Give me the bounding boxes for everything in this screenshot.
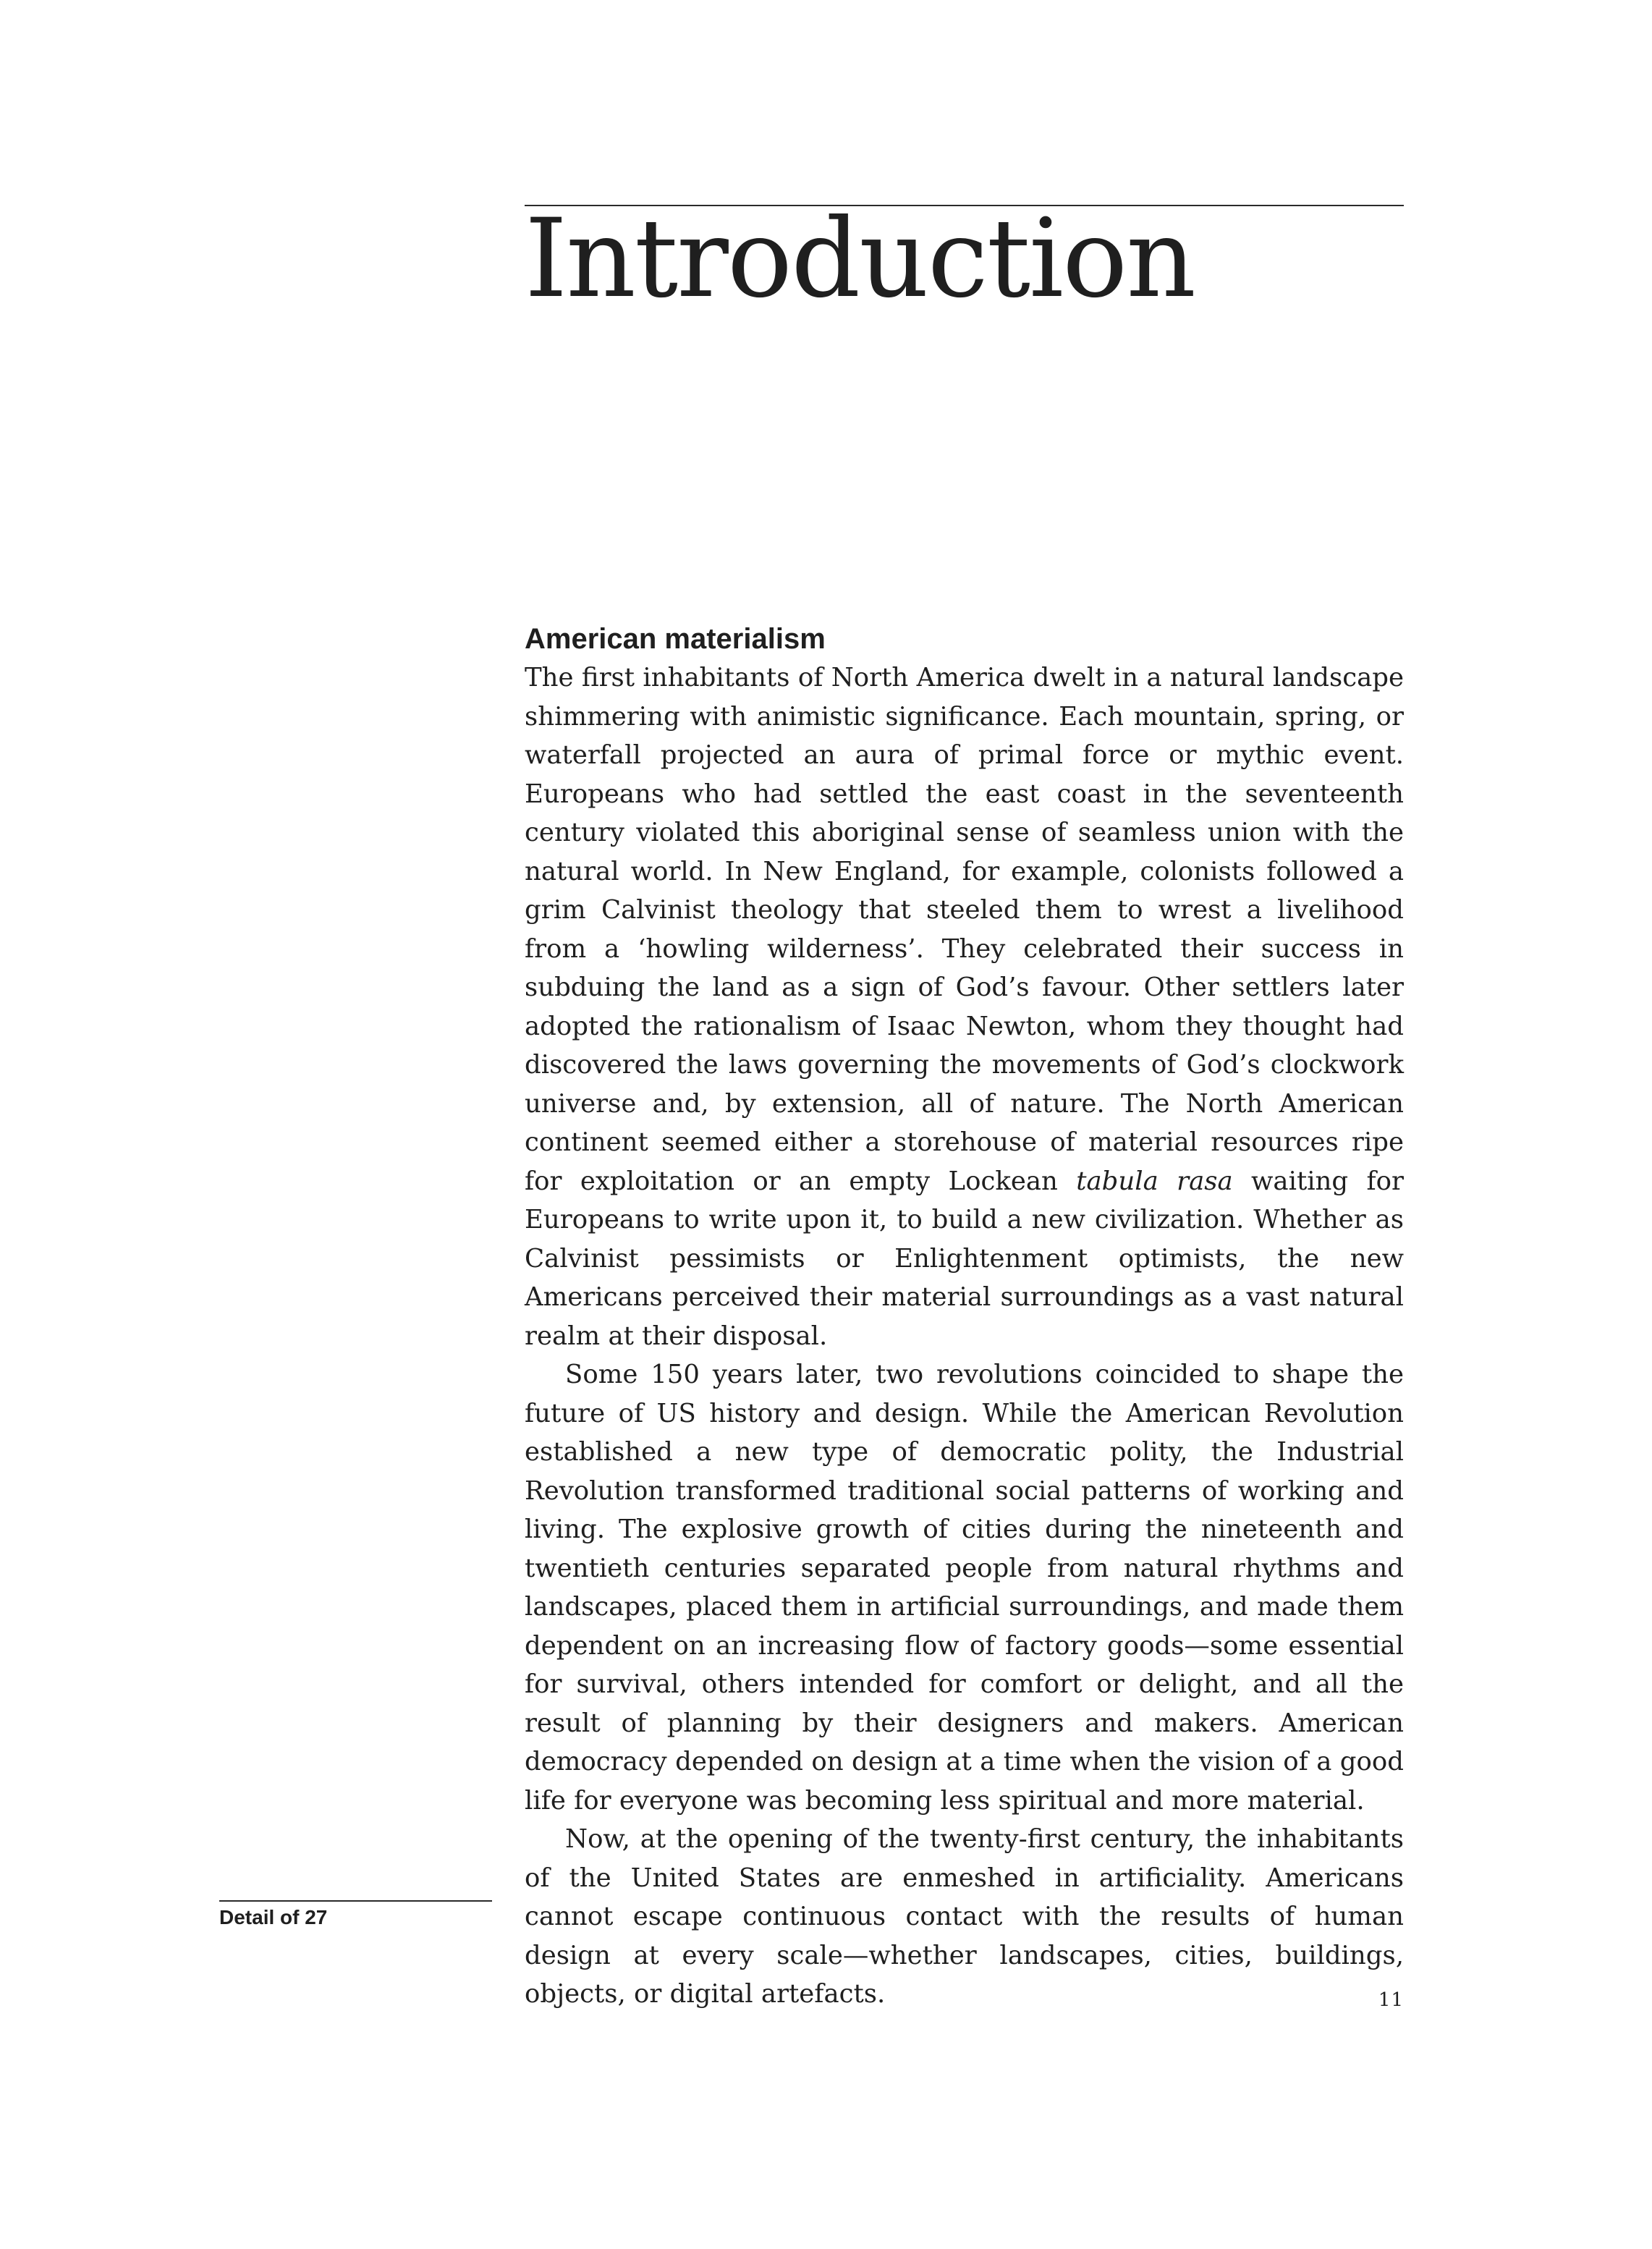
chapter-title: Introduction [525, 196, 1195, 322]
page-number: 11 [1378, 1989, 1404, 2011]
paragraph-1-text-after: waiting for Europeans to write upon it, to build a new civilization. Whether as Calvinist pessimists or Enlightenment optimists, the new Americans perceived their material surroundings as a vast natural realm at their disposal. [525, 1166, 1404, 1351]
paragraph-2: Some 150 years later, two revolutions coincided to shape the future of US history and design. While the American Revolution established a new type of democratic polity, the Industrial Revolution transformed traditional social patterns of working and living. The explosive growth of cities during the nineteenth and twentieth centuries separated people from natural rhythms and landscapes, placed them in artificial surroundings, and made them dependent on an increasing flow of factory goods—some essential for survival, others intended for comfort or delight, and all the result of planning by their designers and makers. American democracy depended on design at a time when the vision of a good life for everyone was becoming less spiritual and more material. [525, 1360, 1404, 1816]
body-text [525, 658, 1404, 2014]
paragraph-1-text-before: The first inhabitants of North America dwelt in a natural landscape shimmering with animistic significance. Each mountain, spring, or waterfall projected an aura of primal force or mythic event. Europeans who had settled the east coast in the seventeenth century violated this aboriginal sense of seamless union with the natural world. In New England, for example, colonists followed a grim Calvinist theology that steeled them to wrest a livelihood from a ‘howling wilderness’. They celebrated their success in subduing the land as a sign of God’s favour. Other settlers later adopted the rationalism of Isaac Newton, whom they thought had discovered the laws governing the movements of God’s clockwork universe and, by extension, all of nature. The North American continent seemed either a storehouse of material resources ripe for exploitation or an empty Lockean [525, 663, 1404, 1196]
section-heading: American materialism [525, 623, 826, 655]
figure-caption: Detail of 27 [219, 1906, 328, 1928]
caption-rule [219, 1900, 492, 1902]
paragraph-1 [525, 658, 1404, 1355]
paragraph-1-emphasis: tabula rasa [1076, 1166, 1233, 1196]
paragraph-3: Now, at the opening of the twenty-first century, the inhabitants of the United States are enmeshed in artificiality. Americans cannot escape continuous contact with the results of human design at every scale—whether landscapes, cities, buildings, objects, or digital artefacts. [525, 1824, 1404, 2009]
